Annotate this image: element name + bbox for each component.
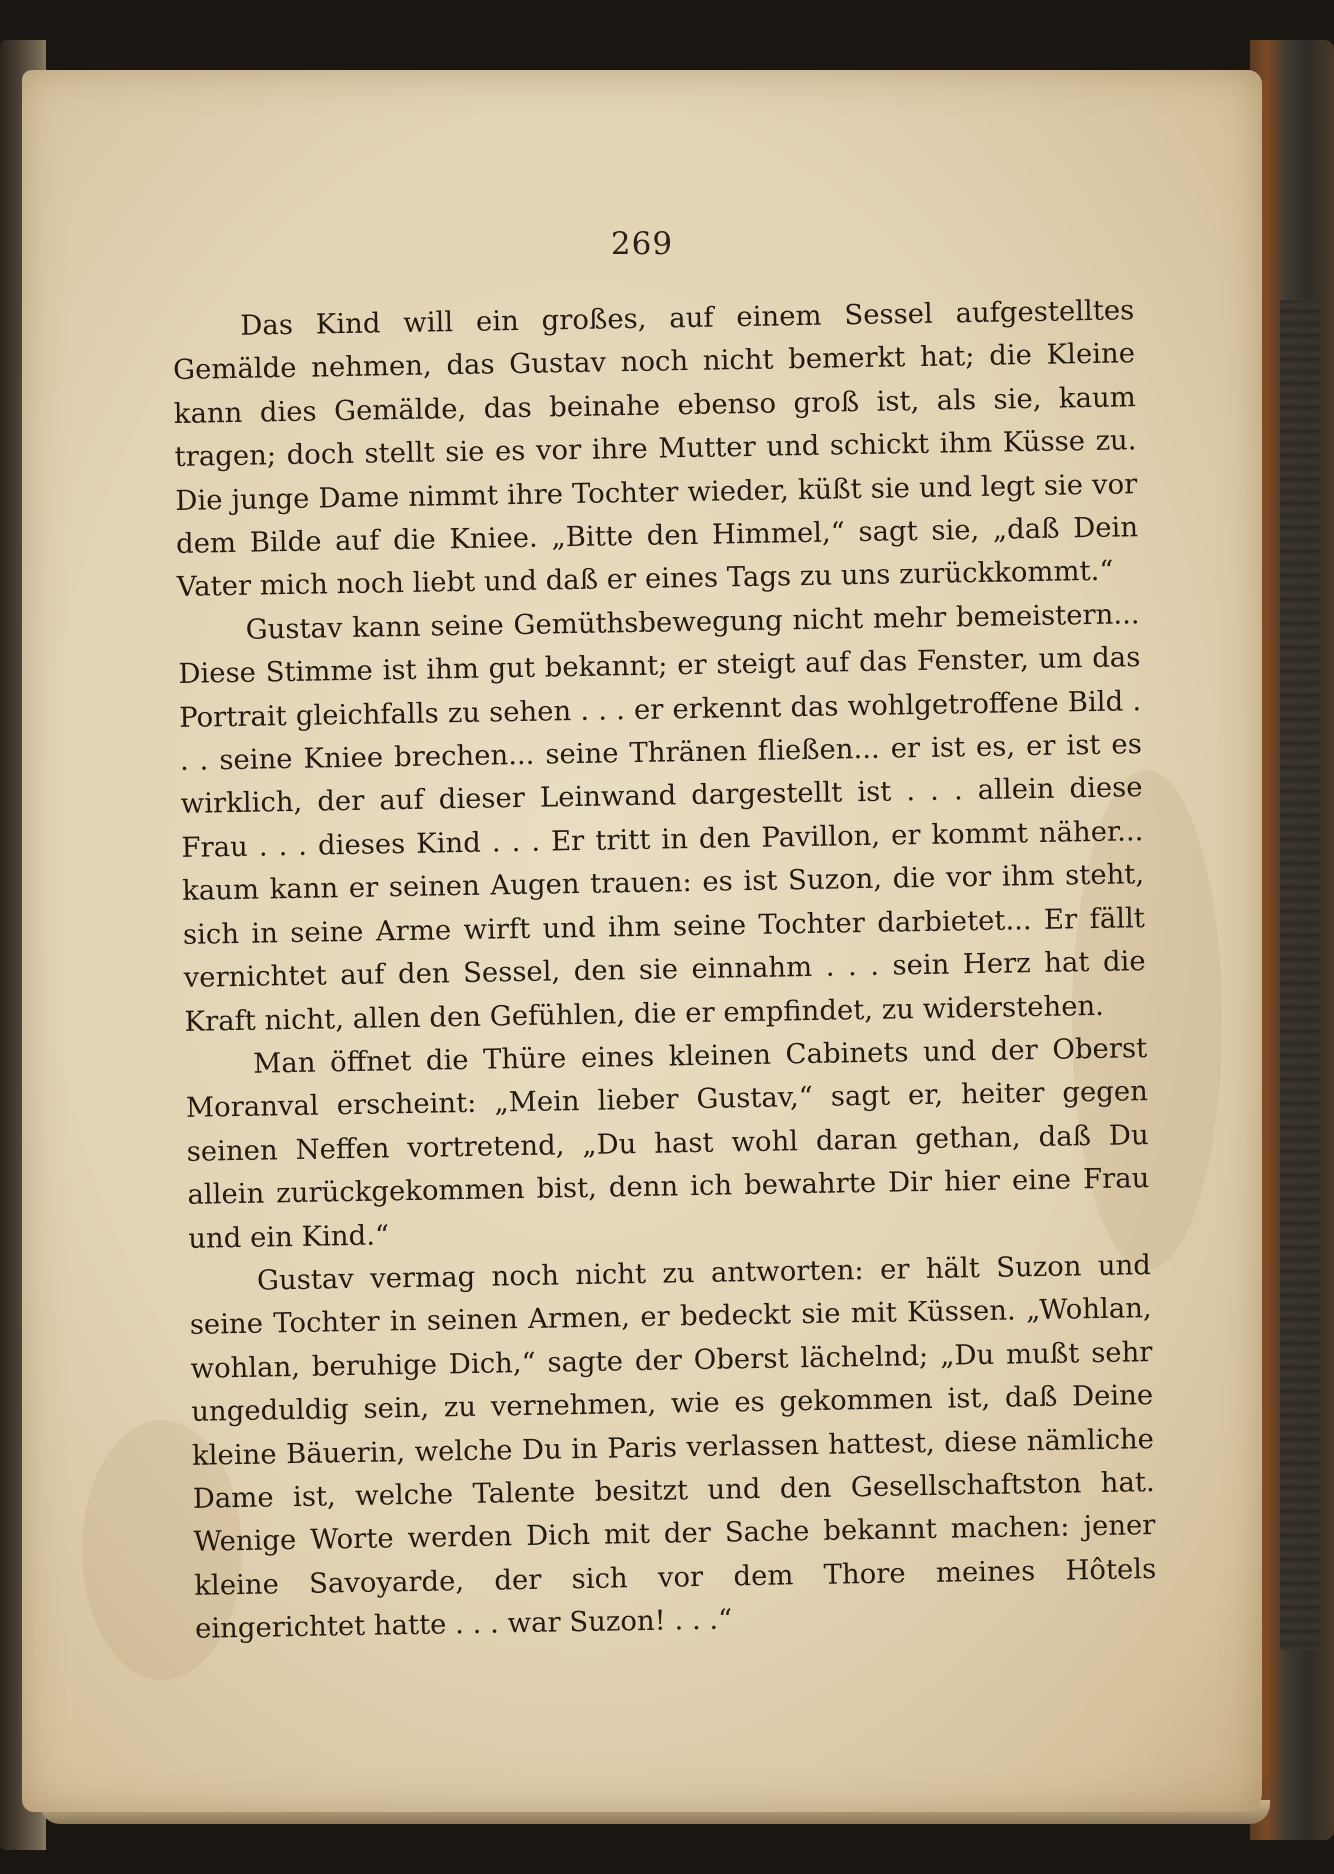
paragraph-2: Gustav kann seine Gemüthsbewegung nicht mehr bemeistern... Diese Stimme ist ihm gut bekannt; er steigt auf das Fenster, um das Portrait gleichfalls zu sehen . . . er erkennt das wohlgetroffene Bild . . . seine Kniee brechen... seine Thränen fließen... er ist es, er ist es wirklich, der auf dieser Leinwand dargestellt ist . . . allein diese Frau . . . dieses Kind . . . Er tritt in den Pavillon, er kommt näher... kaum kann er seinen Augen trauen: es ist Suzon, die vor ihm steht, sich in seine Arme wirft und ihm seine Tochter darbietet... Er fällt vernichtet auf den Sessel, den sie einnahm . . . sein Herz hat die Kraft nicht, allen den Gefühlen, die er empfindet, zu widerstehen. — [178, 598, 1146, 1038]
body-text — [172, 289, 1157, 1651]
paragraph-4: Gustav vermag noch nicht zu antworten: er hält Suzon und seine Tochter in seinen Armen, er bedeckt sie mit Küssen. „Wohlan, wohlan, beruhige Dich,“ sagte der Oberst lächelnd; „Du mußt sehr ungeduldig sein, zu vernehmen, wie es gekommen ist, daß Deine kleine Bäuerin, welche Du in Paris verlassen hattest, diese nämliche Dame ist, welche Talente besitzt und den Gesellschaftston hat. Wenige Worte werden Dich mit der Sache bekannt machen: jener kleine Savoyarde, der sich vor dem Thore meines Hôtels eingerichtet hatte . . . war Suzon! . . .“ — [189, 1249, 1157, 1645]
book-cover-right — [1250, 40, 1334, 1840]
page-number: 269 — [610, 226, 674, 262]
book-page — [22, 70, 1262, 1812]
paragraph-3: Man öffnet die Thüre eines kleinen Cabinets und der Oberst Moranval erscheint: „Mein lieber Gustav,“ sagt er, heiter gegen seinen Neffen vortretend, „Du hast wohl daran gethan, daß Du allein zurückgekommen bist, denn ich bewahrte Dir hier eine Frau und ein Kind.“ — [185, 1032, 1150, 1255]
paragraph-1: Das Kind will ein großes, auf einem Sessel aufgestelltes Gemälde nehmen, das Gustav noch nicht bemerkt hat; die Kleine kann dies Gemälde, das beinahe ebenso groß ist, als sie, kaum tragen; doch stellt sie es vor ihre Mutter und schickt ihm Küsse zu. Die junge Dame nimmt ihre Tochter wieder, küßt sie und legt sie vor dem Bilde auf die Kniee. „Bitte den Himmel,“ sagt sie, „daß Dein Vater mich noch liebt und daß er eines Tags zu uns zurückkommt.“ — [172, 294, 1139, 604]
